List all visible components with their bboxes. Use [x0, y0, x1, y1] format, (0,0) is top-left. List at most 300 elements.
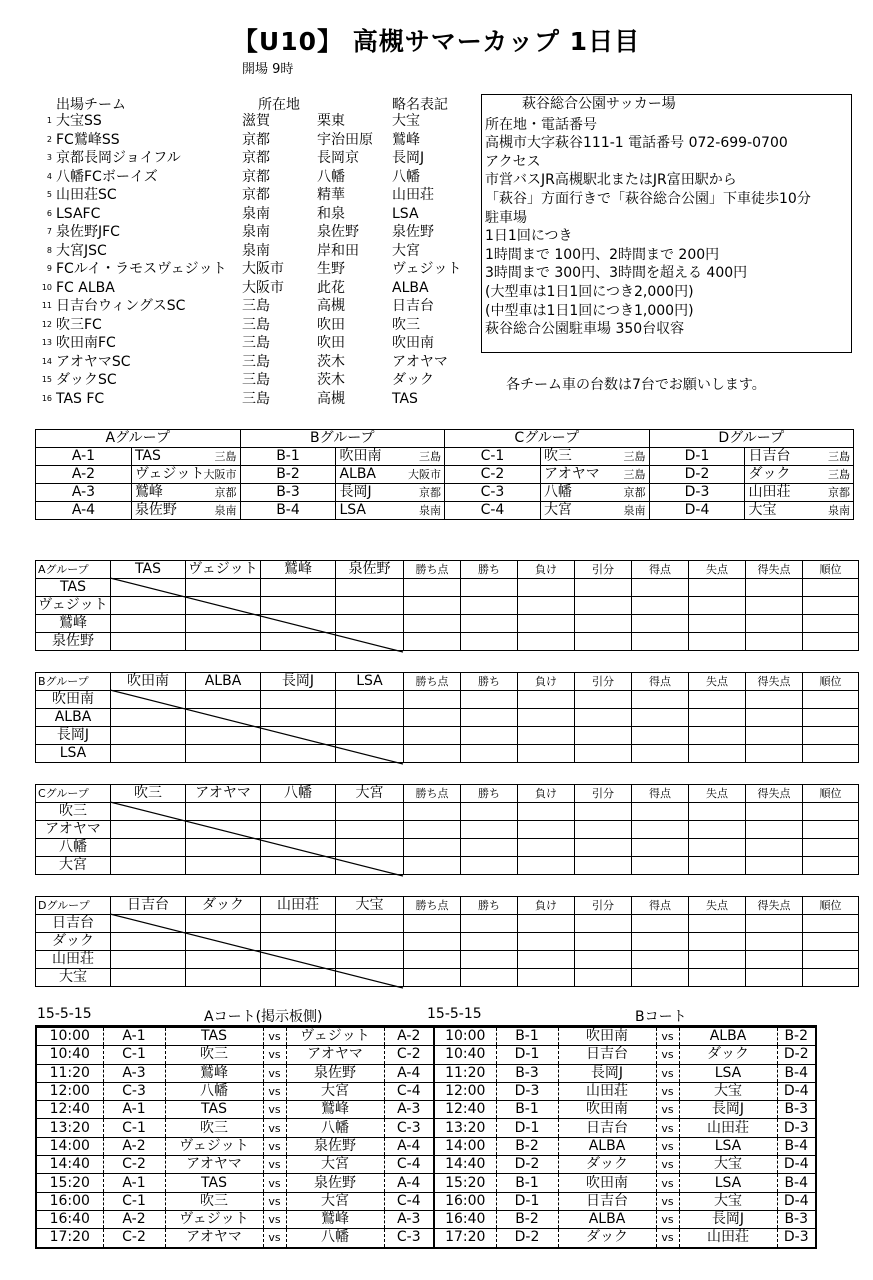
group-region: 泉南 — [391, 502, 444, 520]
team-name: FC鷲峰SS — [56, 131, 120, 148]
b-away-team: 大宝 — [679, 1192, 777, 1210]
venue-line: 「萩谷」方面行きで「萩谷総合公園」下車徒歩10分 — [485, 191, 811, 207]
match-row — [37, 1028, 815, 1046]
venue-line: アクセス — [485, 153, 541, 170]
a-away-team: 泉佐野 — [286, 1137, 384, 1155]
team-number: 2 — [46, 134, 52, 144]
match-schedule — [35, 1025, 817, 1249]
result-row-team: 大宮 — [36, 857, 111, 875]
team-city: 八幡 — [317, 168, 345, 185]
b-home-code: B-3 — [496, 1064, 558, 1082]
b-home-team: 吹田南 — [558, 1101, 656, 1119]
group-team: 大宝 — [745, 502, 801, 520]
team-name: FC ALBA — [56, 279, 115, 296]
b-vs-label: vs — [656, 1064, 679, 1082]
team-city: 長岡京 — [317, 150, 359, 166]
b-away-team: 大宝 — [679, 1082, 777, 1100]
group-member-row — [36, 502, 854, 520]
a-home-code: C-1 — [103, 1046, 165, 1064]
venue-title: 萩谷総合公園サッカー場 — [522, 96, 676, 112]
location-header: 所在地 — [258, 97, 300, 113]
group-region: 泉南 — [187, 502, 240, 520]
team-name: LSAFC — [56, 205, 101, 222]
b-home-code: B-1 — [496, 1028, 558, 1046]
result-row-team: LSA — [36, 745, 111, 763]
group-code: B-4 — [240, 502, 336, 520]
team-name: 日吉台ウィングスSC — [56, 298, 186, 314]
b-match-time: 12:40 — [434, 1101, 496, 1119]
team-abbreviation: 八幡 — [392, 168, 420, 185]
group-team: 大宮 — [540, 502, 596, 520]
team-prefecture: 泉南 — [242, 242, 270, 259]
team-abbreviation: ヴェジット — [392, 261, 462, 277]
match-row — [37, 1210, 815, 1228]
team-header: 出場チーム — [56, 97, 126, 113]
result-stat-header: 引分 — [575, 673, 632, 691]
a-home-team: ヴェジット — [165, 1210, 263, 1228]
parking-note: 各チーム車の台数は7台でお願いします。 — [506, 377, 766, 393]
group-name: Bグループ — [240, 430, 444, 448]
team-city: 茨木 — [317, 353, 345, 370]
match-row — [37, 1119, 815, 1137]
a-home-team: 鷲峰 — [165, 1064, 263, 1082]
group-region: 三島 — [800, 466, 853, 484]
b-vs-label: vs — [656, 1229, 679, 1247]
match-row — [37, 1064, 815, 1082]
diagonal-line — [35, 672, 853, 767]
b-away-team: 長岡J — [679, 1101, 777, 1119]
result-stat-header: 負け — [518, 673, 575, 691]
b-home-code: D-2 — [496, 1229, 558, 1247]
b-home-team: 吹田南 — [558, 1028, 656, 1046]
group-team: TAS — [131, 448, 187, 466]
opening-time: 開場 9時 — [242, 62, 294, 77]
result-row-team: 日吉台 — [36, 915, 111, 933]
group-name: Dグループ — [649, 430, 854, 448]
match-row — [37, 1156, 815, 1174]
result-row-team: ALBA — [36, 709, 111, 727]
result-group-label: Aグループ — [36, 561, 111, 579]
result-stat-header: 得失点 — [746, 897, 803, 915]
a-vs-label: vs — [263, 1192, 286, 1210]
a-vs-label: vs — [263, 1156, 286, 1174]
abbr-header: 略名表記 — [392, 97, 448, 113]
team-city: 精華 — [317, 187, 345, 203]
group-team: ヴェジット — [131, 466, 187, 484]
result-row-team: ダック — [36, 933, 111, 951]
team-city: 吹田 — [317, 335, 345, 351]
result-stat-header: 負け — [518, 561, 575, 579]
b-away-team: LSA — [679, 1137, 777, 1155]
b-court-title: Bコート — [635, 1009, 687, 1025]
match-row — [37, 1192, 815, 1210]
team-number: 4 — [46, 171, 52, 181]
team-number: 14 — [41, 356, 52, 366]
match-row — [37, 1229, 815, 1247]
a-away-code: A-3 — [384, 1210, 434, 1228]
group-region: 京都 — [596, 484, 649, 502]
diagonal-line — [35, 896, 853, 991]
result-group-label: Dグループ — [36, 897, 111, 915]
result-column-team: 吹田南 — [111, 673, 186, 691]
a-vs-label: vs — [263, 1210, 286, 1228]
venue-info-box — [481, 94, 852, 353]
group-region: 三島 — [596, 448, 649, 466]
a-home-code: A-1 — [103, 1028, 165, 1046]
b-match-time: 16:40 — [434, 1210, 496, 1228]
b-away-team: 山田荘 — [679, 1229, 777, 1247]
b-home-team: 吹田南 — [558, 1174, 656, 1192]
team-abbreviation: LSA — [392, 205, 419, 222]
a-home-team: アオヤマ — [165, 1156, 263, 1174]
b-vs-label: vs — [656, 1028, 679, 1046]
a-home-code: A-1 — [103, 1174, 165, 1192]
group-team: LSA — [336, 502, 392, 520]
result-row-team: ヴェジット — [36, 597, 111, 615]
result-column-team: アオヤマ — [186, 785, 261, 803]
result-stat-header: 失点 — [689, 561, 746, 579]
b-home-team: 日吉台 — [558, 1119, 656, 1137]
b-match-time: 10:00 — [434, 1028, 496, 1046]
result-stat-header: 得点 — [632, 561, 689, 579]
team-prefecture: 大阪市 — [242, 279, 284, 296]
team-city: 此花 — [317, 279, 345, 296]
a-away-code: C-2 — [384, 1046, 434, 1064]
group-team: 泉佐野 — [131, 502, 187, 520]
a-away-code: C-4 — [384, 1082, 434, 1100]
venue-line: 高槻市大字萩谷111-1 電話番号 072-699-0700 — [485, 135, 788, 152]
group-region: 京都 — [391, 484, 444, 502]
result-stat-header: 失点 — [689, 673, 746, 691]
b-away-code: B-2 — [777, 1028, 815, 1046]
a-away-code: A-4 — [384, 1137, 434, 1155]
team-city: 高槻 — [317, 390, 345, 407]
a-away-code: C-3 — [384, 1119, 434, 1137]
diagonal-line — [35, 560, 853, 655]
a-home-code: C-1 — [103, 1192, 165, 1210]
team-number: 8 — [46, 245, 52, 255]
b-home-code: B-2 — [496, 1210, 558, 1228]
team-prefecture: 三島 — [242, 335, 270, 351]
b-match-time: 11:20 — [434, 1064, 496, 1082]
result-stat-header: 順位 — [803, 673, 859, 691]
b-home-code: B-1 — [496, 1101, 558, 1119]
result-stat-header: 得点 — [632, 897, 689, 915]
team-number: 9 — [46, 264, 52, 273]
a-vs-label: vs — [263, 1082, 286, 1100]
team-prefecture: 三島 — [242, 390, 270, 407]
b-away-team: 大宝 — [679, 1156, 777, 1174]
team-city: 泉佐野 — [317, 224, 359, 240]
page-title: 【U10】 高槻サマーカップ 1日目 — [232, 27, 641, 56]
venue-line: 駐車場 — [485, 209, 527, 226]
b-vs-label: vs — [656, 1101, 679, 1119]
group-team: ALBA — [336, 466, 392, 484]
venue-line: (大型車は1日1回につき2,000円) — [485, 284, 694, 300]
result-column-team: 鷲峰 — [261, 561, 336, 579]
b-away-code: D-4 — [777, 1192, 815, 1210]
result-column-team: LSA — [336, 673, 404, 691]
b-vs-label: vs — [656, 1174, 679, 1192]
b-away-code: B-4 — [777, 1064, 815, 1082]
team-city: 高槻 — [317, 298, 345, 314]
team-name: 八幡FCボーイズ — [56, 168, 158, 185]
a-match-time: 14:40 — [37, 1156, 103, 1174]
a-away-code: A-4 — [384, 1174, 434, 1192]
result-column-team: 八幡 — [261, 785, 336, 803]
venue-line: 萩谷総合公園駐車場 350台収容 — [485, 321, 685, 338]
group-region: 大阪市 — [187, 466, 240, 484]
a-home-team: 吹三 — [165, 1046, 263, 1064]
b-away-code: D-4 — [777, 1082, 815, 1100]
group-code: D-4 — [649, 502, 745, 520]
result-column-team: ALBA — [186, 673, 261, 691]
venue-line: 1日1回につき — [485, 228, 573, 245]
group-code: A-4 — [36, 502, 132, 520]
a-away-code: A-2 — [384, 1028, 434, 1046]
result-stat-header: 引分 — [575, 785, 632, 803]
group-team: ダック — [745, 466, 801, 484]
result-stat-header: 勝ち点 — [404, 897, 461, 915]
a-away-code: C-4 — [384, 1156, 434, 1174]
a-match-time: 13:20 — [37, 1119, 103, 1137]
b-vs-label: vs — [656, 1046, 679, 1064]
result-column-team: 大宝 — [336, 897, 404, 915]
a-match-time: 16:40 — [37, 1210, 103, 1228]
a-vs-label: vs — [263, 1229, 286, 1247]
group-code: A-2 — [36, 466, 132, 484]
a-match-time: 11:20 — [37, 1064, 103, 1082]
b-away-team: 山田荘 — [679, 1119, 777, 1137]
b-match-time: 14:40 — [434, 1156, 496, 1174]
b-vs-label: vs — [656, 1137, 679, 1155]
b-vs-label: vs — [656, 1119, 679, 1137]
result-stat-header: 勝ち — [461, 897, 518, 915]
b-away-code: D-4 — [777, 1156, 815, 1174]
team-abbreviation: 山田荘 — [392, 187, 434, 203]
b-away-team: LSA — [679, 1064, 777, 1082]
match-row — [37, 1137, 815, 1155]
result-stat-header: 引分 — [575, 561, 632, 579]
a-home-team: アオヤマ — [165, 1229, 263, 1247]
a-home-code: A-3 — [103, 1064, 165, 1082]
group-region: 京都 — [800, 484, 853, 502]
group-team: 日吉台 — [745, 448, 801, 466]
a-away-team: 泉佐野 — [286, 1064, 384, 1082]
team-number: 13 — [41, 338, 52, 347]
b-home-team: ALBA — [558, 1210, 656, 1228]
result-group-label: Bグループ — [36, 673, 111, 691]
team-number: 7 — [46, 227, 52, 236]
venue-line: (中型車は1日1回につき1,000円) — [485, 302, 694, 319]
b-away-team: ALBA — [679, 1028, 777, 1046]
b-home-team: 日吉台 — [558, 1192, 656, 1210]
team-abbreviation: 長岡J — [392, 150, 425, 166]
match-row — [37, 1046, 815, 1064]
group-team: 鷲峰 — [131, 484, 187, 502]
result-row-team: 鷲峰 — [36, 615, 111, 633]
b-match-time: 15:20 — [434, 1174, 496, 1192]
team-city: 生野 — [317, 261, 345, 277]
b-home-team: ダック — [558, 1229, 656, 1247]
b-away-team: ダック — [679, 1046, 777, 1064]
b-match-time: 16:00 — [434, 1192, 496, 1210]
result-stat-header: 失点 — [689, 785, 746, 803]
team-abbreviation: 鷲峰 — [392, 131, 420, 148]
result-stat-header: 勝ち — [461, 785, 518, 803]
result-column-team: 日吉台 — [111, 897, 186, 915]
group-region: 泉南 — [800, 502, 853, 520]
b-match-time: 14:00 — [434, 1137, 496, 1155]
group-code: A-3 — [36, 484, 132, 502]
team-city: 和泉 — [317, 205, 345, 222]
team-prefecture: 京都 — [242, 131, 270, 148]
group-code: B-3 — [240, 484, 336, 502]
group-member-row — [36, 484, 854, 502]
a-away-team: 泉佐野 — [286, 1174, 384, 1192]
a-away-team: 鷲峰 — [286, 1101, 384, 1119]
a-home-team: 吹三 — [165, 1192, 263, 1210]
b-away-team: LSA — [679, 1174, 777, 1192]
group-region: 三島 — [596, 466, 649, 484]
a-away-team: 大宮 — [286, 1082, 384, 1100]
team-number: 1 — [46, 116, 52, 125]
group-code: C-3 — [445, 484, 541, 502]
team-city: 宇治田原 — [317, 131, 373, 148]
team-city: 吹田 — [317, 316, 345, 333]
a-away-code: C-3 — [384, 1229, 434, 1247]
team-abbreviation: ALBA — [392, 279, 429, 296]
a-away-team: 大宮 — [286, 1192, 384, 1210]
team-prefecture: 三島 — [242, 316, 270, 333]
b-match-time: 17:20 — [434, 1229, 496, 1247]
team-name: 山田荘SC — [56, 187, 117, 203]
a-away-code: C-4 — [384, 1192, 434, 1210]
a-home-team: TAS — [165, 1028, 263, 1046]
result-column-team: ヴェジット — [186, 561, 261, 579]
team-abbreviation: 吹田南 — [392, 335, 434, 351]
b-away-code: D-2 — [777, 1046, 815, 1064]
team-name: FCルイ・ラモスヴェジット — [56, 261, 227, 277]
group-team: 長岡J — [336, 484, 392, 502]
b-match-time: 13:20 — [434, 1119, 496, 1137]
result-column-team: 長岡J — [261, 673, 336, 691]
team-name: ダックSC — [56, 372, 117, 388]
result-stat-header: 順位 — [803, 785, 859, 803]
b-home-code: D-3 — [496, 1082, 558, 1100]
result-column-team: ダック — [186, 897, 261, 915]
group-region: 三島 — [800, 448, 853, 466]
group-member-row — [36, 466, 854, 484]
group-team: 吹田南 — [336, 448, 392, 466]
b-match-time: 10:40 — [434, 1046, 496, 1064]
group-region: 大阪市 — [391, 466, 444, 484]
a-away-team: 八幡 — [286, 1119, 384, 1137]
result-stat-header: 負け — [518, 897, 575, 915]
group-code: A-1 — [36, 448, 132, 466]
result-row-team: 大宝 — [36, 969, 111, 987]
a-match-time: 10:40 — [37, 1046, 103, 1064]
result-stat-header: 負け — [518, 785, 575, 803]
team-abbreviation: ダック — [392, 372, 434, 388]
team-prefecture: 三島 — [242, 298, 270, 314]
result-stat-header: 勝ち点 — [404, 785, 461, 803]
group-code: B-2 — [240, 466, 336, 484]
b-home-code: D-1 — [496, 1192, 558, 1210]
result-stat-header: 勝ち点 — [404, 673, 461, 691]
a-away-team: アオヤマ — [286, 1046, 384, 1064]
team-prefecture: 大阪市 — [242, 261, 284, 277]
venue-line: 3時間まで 300円、3時間を超える 400円 — [485, 265, 748, 282]
team-name: 吹三FC — [56, 316, 102, 333]
a-match-time: 16:00 — [37, 1192, 103, 1210]
group-name: Cグループ — [445, 430, 650, 448]
venue-line: 1時間まで 100円、2時間まで 200円 — [485, 246, 720, 263]
group-team: アオヤマ — [540, 466, 596, 484]
result-stat-header: 順位 — [803, 561, 859, 579]
result-stat-header: 得失点 — [746, 673, 803, 691]
group-code: C-2 — [445, 466, 541, 484]
team-prefecture: 京都 — [242, 168, 270, 185]
team-abbreviation: 日吉台 — [392, 298, 434, 314]
a-home-code: A-1 — [103, 1101, 165, 1119]
team-number: 15 — [41, 375, 52, 384]
team-city: 岸和田 — [317, 242, 359, 259]
a-home-code: A-2 — [103, 1137, 165, 1155]
a-home-team: 吹三 — [165, 1119, 263, 1137]
b-away-team: 長岡J — [679, 1210, 777, 1228]
team-number: 5 — [46, 190, 52, 199]
a-court-date: 15-5-15 — [37, 1006, 92, 1022]
a-home-code: C-3 — [103, 1082, 165, 1100]
group-region: 泉南 — [596, 502, 649, 520]
team-abbreviation: 大宝 — [392, 113, 420, 129]
a-away-team: ヴェジット — [286, 1028, 384, 1046]
b-vs-label: vs — [656, 1192, 679, 1210]
team-number: 16 — [41, 393, 52, 403]
group-member-row — [36, 448, 854, 466]
a-match-time: 15:20 — [37, 1174, 103, 1192]
group-region: 京都 — [187, 484, 240, 502]
result-row-team: 長岡J — [36, 727, 111, 745]
group-team: 山田荘 — [745, 484, 801, 502]
a-away-team: 八幡 — [286, 1229, 384, 1247]
team-abbreviation: アオヤマ — [392, 353, 448, 370]
team-number: 6 — [46, 208, 52, 218]
b-home-team: 山田荘 — [558, 1082, 656, 1100]
result-column-team: TAS — [111, 561, 186, 579]
a-home-code: C-2 — [103, 1229, 165, 1247]
result-column-team: 吹三 — [111, 785, 186, 803]
a-match-time: 12:40 — [37, 1101, 103, 1119]
team-abbreviation: 大宮 — [392, 242, 420, 259]
b-away-code: D-3 — [777, 1119, 815, 1137]
a-home-code: A-2 — [103, 1210, 165, 1228]
a-vs-label: vs — [263, 1028, 286, 1046]
team-name: 大宮JSC — [56, 242, 107, 259]
result-row-team: 泉佐野 — [36, 633, 111, 651]
result-stat-header: 得点 — [632, 673, 689, 691]
result-group-label: Cグループ — [36, 785, 111, 803]
result-row-team: 吹三 — [36, 803, 111, 821]
result-row-team: 吹田南 — [36, 691, 111, 709]
team-number: 10 — [41, 282, 52, 292]
a-vs-label: vs — [263, 1064, 286, 1082]
team-prefecture: 泉南 — [242, 205, 270, 222]
result-column-team: 大宮 — [336, 785, 404, 803]
a-match-time: 17:20 — [37, 1229, 103, 1247]
b-vs-label: vs — [656, 1082, 679, 1100]
